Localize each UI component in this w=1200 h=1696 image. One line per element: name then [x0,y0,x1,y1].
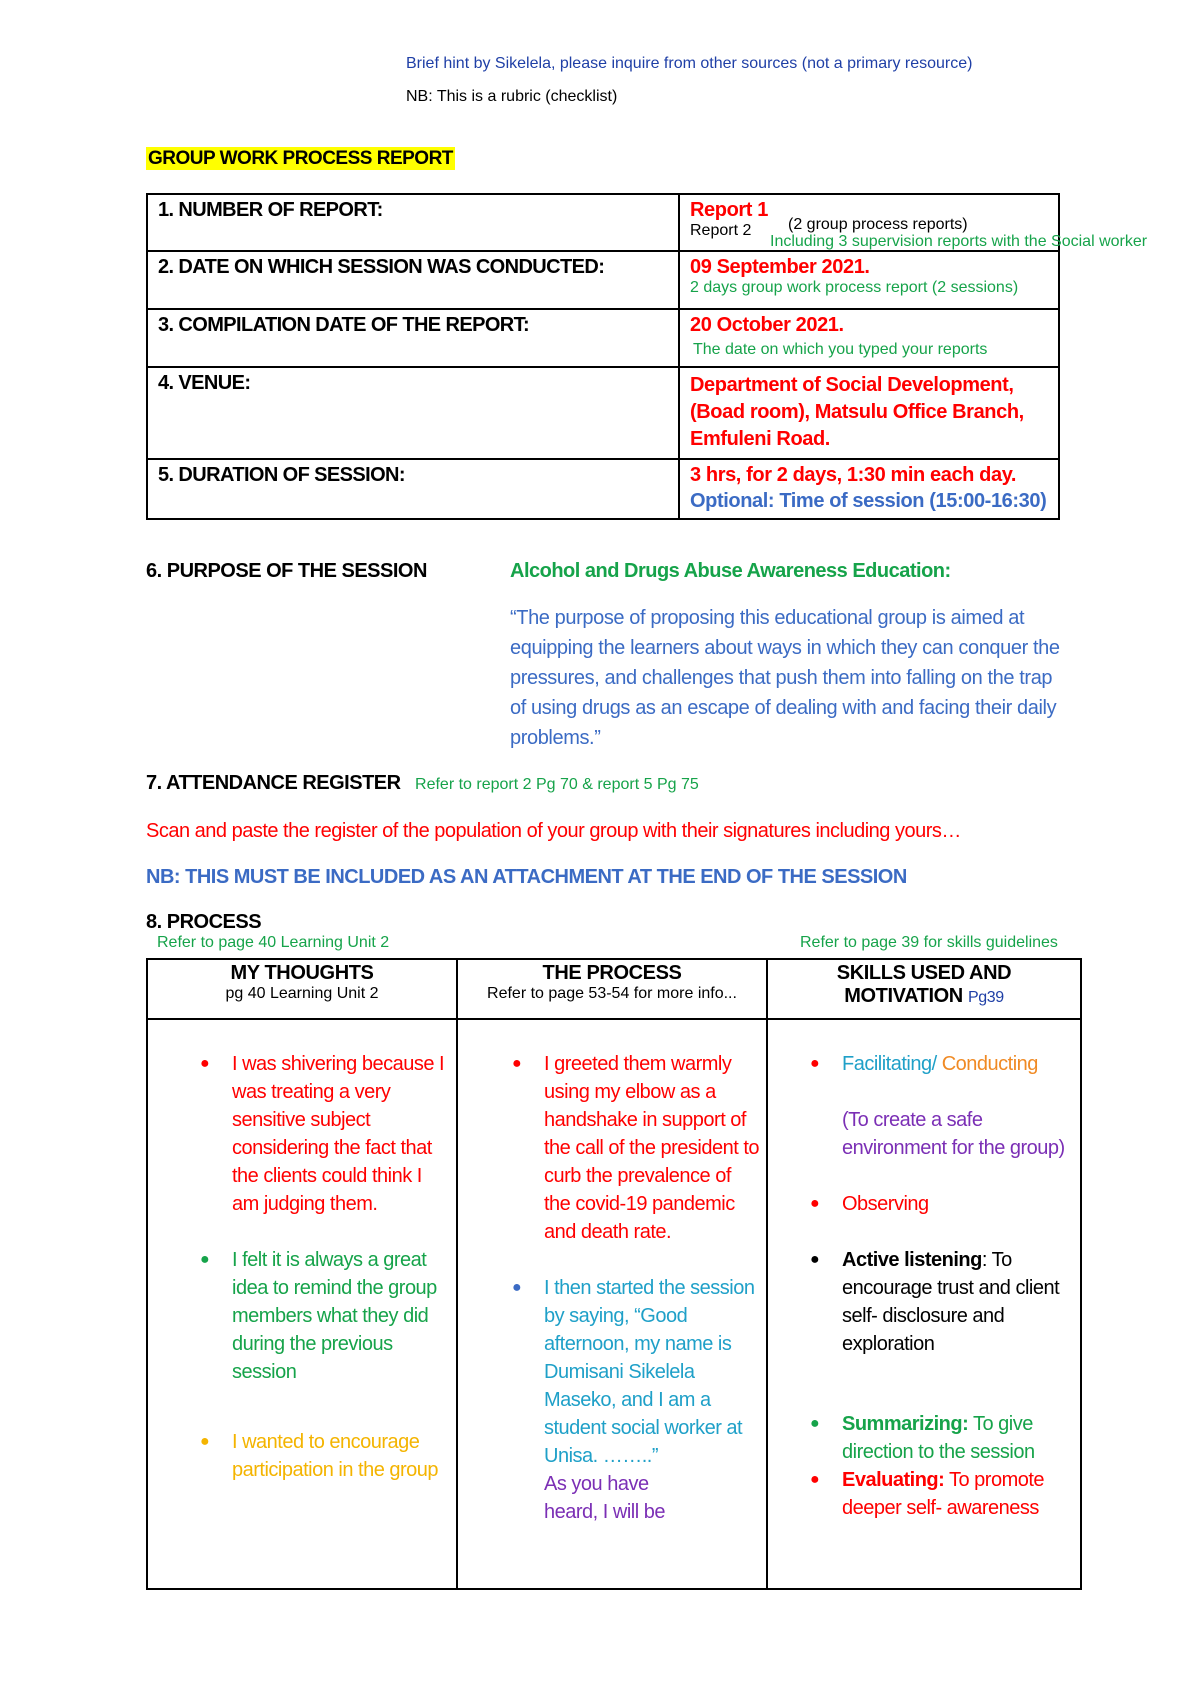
label-number-of-report: 1. NUMBER OF REPORT: [147,194,679,251]
purpose-quote: “The purpose of proposing this educational group is aimed at equipping the learners about ways in which they can conquer the pressures, and challenges that push them into falling on the trap of using drugs as an escape of dealing with and facing their daily problems.” [510,607,1060,749]
page-title: GROUP WORK PROCESS REPORT [148,148,453,169]
col-my-thoughts-title: MY THOUGHTS [230,962,374,984]
label-venue: 4. VENUE: [147,367,679,459]
session-date-note: 2 days group work process report (2 sessions) [690,279,1019,296]
list-item: ● Facilitating/ Conducting (To create a safe environment for the group) [764,1050,1074,1162]
bullet-icon: ● [200,1433,210,1450]
value-compilation-date [679,309,1059,367]
list-item: ● I greeted them warmly using my elbow as a handshake in support of the call of the president to curb the prevalence of the covid-19 pandemic and death rate. [466,1050,760,1246]
report-1-value: Report 1 [690,199,768,221]
thoughts-cell [147,1019,457,1589]
rubric-note: NB: This is a rubric (checklist) [406,88,618,105]
venue-value: Department of Social Development, (Boad room), Matsulu Office Branch, Emfuleni Road. [679,367,1059,459]
label-compilation-date: 3. COMPILATION DATE OF THE REPORT: [147,309,679,367]
value-session-date [679,251,1059,309]
duration-value: 3 hrs, for 2 days, 1:30 min each day. [690,464,1017,486]
bullet-icon: ● [200,1251,210,1268]
bullet-icon: ● [810,1195,820,1212]
col-skills-sub: Pg39 [967,989,1004,1006]
list-item: As you have heard, I will be [544,1473,665,1523]
col-my-thoughts-sub: pg 40 Learning Unit 2 [225,985,379,1002]
bullet-icon: ● [200,1055,210,1072]
purpose-topic: Alcohol and Drugs Abuse Awareness Education: [510,560,951,582]
list-item: ● I then started the session by saying, “Good afternoon, my name is Dumisani Sikelela Maseko, and I am a student social worker at Unisa. ……..” [466,1274,760,1470]
value-number-of-report [679,194,1148,251]
report-info-table [146,193,1148,520]
compilation-date-note: The date on which you typed your reports [693,341,988,358]
report-2-value: Report 2 [690,222,752,239]
col-the-process-title: THE PROCESS [542,962,682,984]
col-my-thoughts [147,959,457,1019]
list-item: ● I felt it is always a great idea to remind the group members what they did during the previous session [154,1246,450,1386]
col-the-process [457,959,767,1019]
compilation-date: 20 October 2021. [690,314,844,336]
process-ref-right: Refer to page 39 for skills guidelines [800,934,1058,951]
bullet-icon: ● [810,1415,820,1432]
list-item: ● Evaluating: To promote deeper self- awareness [764,1466,1074,1522]
attendance-instruction: Scan and paste the register of the population of your group with their signatures including yours… [146,820,961,842]
list-item: ● Summarizing: To give direction to the session [764,1410,1074,1466]
list-item: ● I wanted to encourage participation in the group [154,1428,450,1484]
process-table [146,958,1082,1590]
skills-cell [767,1019,1081,1589]
attendance-reference: Refer to report 2 Pg 70 & report 5 Pg 75 [415,776,699,793]
supervision-note: Including 3 supervision reports with the Social worker [770,233,1148,250]
session-date: 09 September 2021. [690,256,870,278]
list-item: ● Observing [764,1190,1074,1218]
attendance-nb: NB: THIS MUST BE INCLUDED AS AN ATTACHMENT AT THE END OF THE SESSION [146,866,907,888]
facilitating-note: (To create a safe environment for the group) [842,1109,1065,1159]
process-cell [457,1019,767,1589]
bullet-icon: ● [810,1471,820,1488]
list-item: ● I was shivering because I was treating a very sensitive subject considering the fact that the clients could think I am judging them. [154,1050,450,1218]
hint-text: Brief hint by Sikelela, please inquire from other sources (not a primary resource) [406,55,973,72]
col-skills-title-2: MOTIVATION [844,985,963,1007]
bullet-icon: ● [512,1279,522,1296]
bullet-icon: ● [512,1055,522,1072]
session-time-note: Optional: Time of session (15:00-16:30) [690,490,1047,512]
col-the-process-sub: Refer to page 53-54 for more info... [487,985,737,1002]
attendance-heading: 7. ATTENDANCE REGISTER [146,772,401,794]
process-heading: 8. PROCESS [146,911,262,933]
value-duration [679,459,1059,519]
list-item: ● Active listening: To encourage trust and client self- disclosure and exploration [764,1246,1074,1358]
purpose-heading: 6. PURPOSE OF THE SESSION [146,560,427,582]
label-session-date: 2. DATE ON WHICH SESSION WAS CONDUCTED: [147,251,679,309]
report-count-note: (2 group process reports) [788,216,968,233]
col-skills [767,959,1081,1019]
bullet-icon: ● [810,1251,820,1268]
process-ref-left: Refer to page 40 Learning Unit 2 [157,934,390,951]
col-skills-title: SKILLS USED AND [836,962,1012,984]
label-duration: 5. DURATION OF SESSION: [147,459,679,519]
bullet-icon: ● [810,1055,820,1072]
